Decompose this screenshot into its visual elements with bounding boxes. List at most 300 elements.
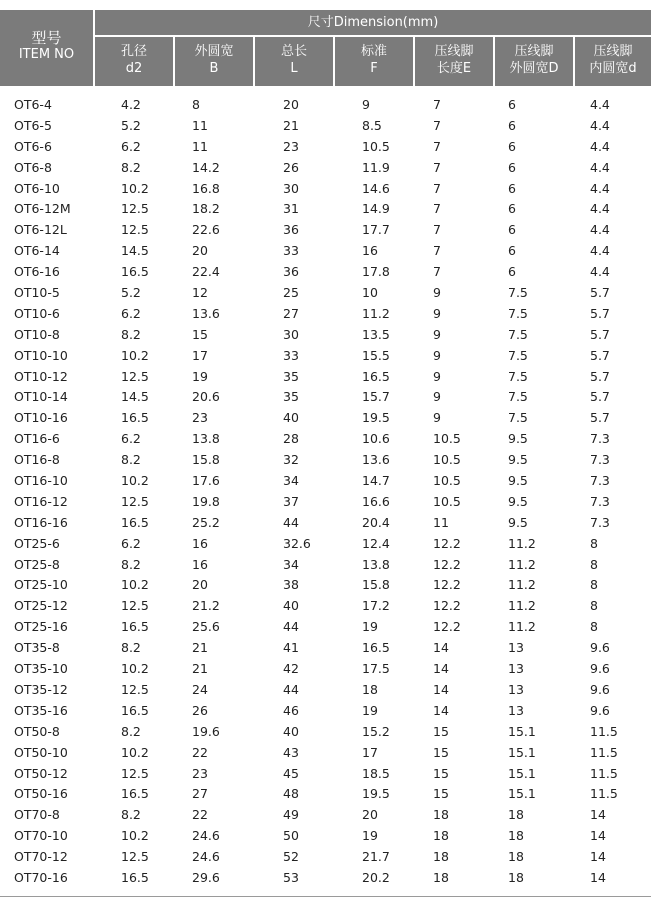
cell-outer-width-b: 13.6 xyxy=(192,305,220,321)
cell-item-no: OT25-8 xyxy=(14,556,60,572)
cell-standard-f: 15.5 xyxy=(362,347,390,363)
cell-crimp-inner-width-d: 7.3 xyxy=(590,473,610,489)
cell-crimp-inner-width-d: 9.6 xyxy=(590,681,610,697)
table-row xyxy=(0,764,651,785)
cell-crimp-outer-width-d: 6 xyxy=(508,264,516,280)
cell-outer-width-b: 15 xyxy=(192,326,208,342)
cell-outer-width-b: 23 xyxy=(192,410,208,426)
cell-total-length-l: 48 xyxy=(283,786,299,802)
cell-crimp-inner-width-d: 7.3 xyxy=(590,493,610,509)
cell-crimp-outer-width-d: 11.2 xyxy=(508,577,536,593)
table-row xyxy=(0,367,651,388)
cell-crimp-length-e: 14 xyxy=(433,702,449,718)
cell-crimp-outer-width-d: 6 xyxy=(508,138,516,154)
cell-hole-diameter-d2: 4.2 xyxy=(121,97,141,112)
cell-crimp-inner-width-d: 7.3 xyxy=(590,431,610,447)
cell-hole-diameter-d2: 14.5 xyxy=(121,243,149,259)
cell-total-length-l: 36 xyxy=(283,264,299,280)
cell-crimp-outer-width-d: 7.5 xyxy=(508,285,528,301)
column-header-crimp-outer-width-d xyxy=(495,37,573,86)
cell-total-length-l: 50 xyxy=(283,828,299,844)
cell-total-length-l: 31 xyxy=(283,201,299,217)
cell-standard-f: 14.6 xyxy=(362,180,390,196)
cell-hole-diameter-d2: 10.2 xyxy=(121,347,149,363)
cell-crimp-outer-width-d: 18 xyxy=(508,869,524,885)
cell-standard-f: 13.5 xyxy=(362,326,390,342)
cell-crimp-outer-width-d: 18 xyxy=(508,849,524,865)
cell-crimp-outer-width-d: 7.5 xyxy=(508,305,528,321)
cell-crimp-outer-width-d: 11.2 xyxy=(508,556,536,572)
cell-standard-f: 20 xyxy=(362,807,378,823)
column-header-cn: 压线脚 xyxy=(593,44,633,59)
cell-crimp-outer-width-d: 7.5 xyxy=(508,347,528,363)
cell-outer-width-b: 17.6 xyxy=(192,473,220,489)
column-header-cn: 压线脚 xyxy=(514,44,554,59)
cell-item-no: OT70-10 xyxy=(14,828,68,844)
cell-outer-width-b: 22.6 xyxy=(192,222,220,238)
table-row xyxy=(0,555,651,576)
cell-item-no: OT6-8 xyxy=(14,159,52,175)
cell-crimp-inner-width-d: 14 xyxy=(590,849,606,865)
cell-hole-diameter-d2: 10.2 xyxy=(121,661,149,677)
cell-total-length-l: 52 xyxy=(283,849,299,865)
cell-item-no: OT6-6 xyxy=(14,138,52,154)
cell-crimp-length-e: 18 xyxy=(433,807,449,823)
cell-item-no: OT50-8 xyxy=(14,723,60,739)
cell-outer-width-b: 16 xyxy=(192,535,208,551)
cell-item-no: OT25-6 xyxy=(14,535,60,551)
cell-item-no: OT16-12 xyxy=(14,493,68,509)
cell-crimp-outer-width-d: 13 xyxy=(508,661,524,677)
column-header-total-length-l xyxy=(255,37,333,86)
cell-crimp-inner-width-d: 4.4 xyxy=(590,138,610,154)
table-row xyxy=(0,847,651,868)
table-row xyxy=(0,262,651,283)
cell-standard-f: 20.4 xyxy=(362,514,390,530)
cell-outer-width-b: 16 xyxy=(192,556,208,572)
cell-outer-width-b: 12 xyxy=(192,285,208,301)
cell-standard-f: 10.6 xyxy=(362,431,390,447)
cell-crimp-length-e: 12.2 xyxy=(433,598,461,614)
cell-crimp-inner-width-d: 8 xyxy=(590,556,598,572)
cell-item-no: OT16-6 xyxy=(14,431,60,447)
cell-crimp-inner-width-d: 11.5 xyxy=(590,723,618,739)
cell-item-no: OT10-6 xyxy=(14,305,60,321)
cell-crimp-outer-width-d: 6 xyxy=(508,201,516,217)
cell-outer-width-b: 11 xyxy=(192,117,208,133)
cell-standard-f: 16.6 xyxy=(362,493,390,509)
table-row xyxy=(0,513,651,534)
cell-outer-width-b: 20 xyxy=(192,577,208,593)
item-label-cn: 型号 xyxy=(31,29,62,47)
cell-item-no: OT10-14 xyxy=(14,389,68,405)
cell-crimp-outer-width-d: 9.5 xyxy=(508,431,528,447)
cell-outer-width-b: 20.6 xyxy=(192,389,220,405)
item-no-header xyxy=(0,10,93,86)
cell-hole-diameter-d2: 8.2 xyxy=(121,640,141,656)
cell-item-no: OT10-16 xyxy=(14,410,68,426)
cell-crimp-inner-width-d: 4.4 xyxy=(590,264,610,280)
cell-total-length-l: 21 xyxy=(283,117,299,133)
cell-crimp-length-e: 15 xyxy=(433,765,449,781)
table-row xyxy=(0,408,651,429)
cell-crimp-inner-width-d: 4.4 xyxy=(590,201,610,217)
cell-crimp-outer-width-d: 7.5 xyxy=(508,326,528,342)
cell-outer-width-b: 11 xyxy=(192,138,208,154)
cell-crimp-outer-width-d: 7.5 xyxy=(508,389,528,405)
cell-crimp-length-e: 12.2 xyxy=(433,619,461,635)
table-row xyxy=(0,471,651,492)
table-row xyxy=(0,492,651,513)
cell-hole-diameter-d2: 16.5 xyxy=(121,869,149,885)
cell-item-no: OT10-10 xyxy=(14,347,68,363)
cell-outer-width-b: 13.8 xyxy=(192,431,220,447)
cell-item-no: OT6-5 xyxy=(14,117,52,133)
cell-outer-width-b: 16.8 xyxy=(192,180,220,196)
cell-item-no: OT70-8 xyxy=(14,807,60,823)
cell-outer-width-b: 17 xyxy=(192,347,208,363)
cell-item-no: OT6-4 xyxy=(14,97,52,112)
cell-item-no: OT6-12M xyxy=(14,201,71,217)
cell-crimp-inner-width-d: 5.7 xyxy=(590,326,610,342)
cell-standard-f: 16.5 xyxy=(362,368,390,384)
cell-standard-f: 19 xyxy=(362,702,378,718)
table-row xyxy=(0,575,651,596)
table-row xyxy=(0,241,651,262)
table-row xyxy=(0,805,651,826)
cell-total-length-l: 44 xyxy=(283,619,299,635)
cell-item-no: OT25-10 xyxy=(14,577,68,593)
cell-crimp-length-e: 9 xyxy=(433,305,441,321)
table-row xyxy=(0,617,651,638)
cell-crimp-inner-width-d: 7.3 xyxy=(590,514,610,530)
cell-crimp-inner-width-d: 5.7 xyxy=(590,347,610,363)
column-header-symbol: L xyxy=(290,61,298,76)
cell-crimp-outer-width-d: 9.5 xyxy=(508,514,528,530)
cell-standard-f: 14.9 xyxy=(362,201,390,217)
table-row xyxy=(0,743,651,764)
table-row xyxy=(0,534,651,555)
cell-total-length-l: 28 xyxy=(283,431,299,447)
cell-hole-diameter-d2: 6.2 xyxy=(121,431,141,447)
cell-outer-width-b: 22 xyxy=(192,744,208,760)
cell-crimp-length-e: 10.5 xyxy=(433,431,461,447)
column-header-cn: 压线脚 xyxy=(434,44,474,59)
cell-crimp-inner-width-d: 9.6 xyxy=(590,640,610,656)
cell-outer-width-b: 19 xyxy=(192,368,208,384)
cell-standard-f: 9 xyxy=(362,97,370,112)
cell-standard-f: 8.5 xyxy=(362,117,382,133)
cell-hole-diameter-d2: 12.5 xyxy=(121,765,149,781)
cell-standard-f: 15.8 xyxy=(362,577,390,593)
cell-crimp-length-e: 7 xyxy=(433,264,441,280)
cell-crimp-outer-width-d: 6 xyxy=(508,243,516,259)
cell-hole-diameter-d2: 16.5 xyxy=(121,786,149,802)
cell-item-no: OT6-14 xyxy=(14,243,60,259)
cell-crimp-outer-width-d: 15.1 xyxy=(508,744,536,760)
cell-crimp-length-e: 18 xyxy=(433,849,449,865)
table-row xyxy=(0,325,651,346)
cell-hole-diameter-d2: 12.5 xyxy=(121,493,149,509)
cell-item-no: OT16-16 xyxy=(14,514,68,530)
cell-hole-diameter-d2: 16.5 xyxy=(121,619,149,635)
table-row xyxy=(0,450,651,471)
cell-item-no: OT16-8 xyxy=(14,452,60,468)
cell-crimp-length-e: 7 xyxy=(433,117,441,133)
cell-outer-width-b: 14.2 xyxy=(192,159,220,175)
cell-crimp-length-e: 12.2 xyxy=(433,577,461,593)
cell-total-length-l: 34 xyxy=(283,556,299,572)
cell-crimp-inner-width-d: 8 xyxy=(590,577,598,593)
cell-hole-diameter-d2: 8.2 xyxy=(121,452,141,468)
cell-hole-diameter-d2: 6.2 xyxy=(121,305,141,321)
table-row xyxy=(0,283,651,304)
cell-hole-diameter-d2: 16.5 xyxy=(121,702,149,718)
cell-outer-width-b: 18.2 xyxy=(192,201,220,217)
cell-crimp-length-e: 14 xyxy=(433,640,449,656)
table-row xyxy=(0,826,651,847)
cell-total-length-l: 53 xyxy=(283,869,299,885)
cell-outer-width-b: 27 xyxy=(192,786,208,802)
column-header-outer-width-b xyxy=(175,37,253,86)
cell-standard-f: 14.7 xyxy=(362,473,390,489)
cell-outer-width-b: 24.6 xyxy=(192,849,220,865)
cell-crimp-inner-width-d: 14 xyxy=(590,828,606,844)
cell-total-length-l: 33 xyxy=(283,347,299,363)
table-row xyxy=(0,95,651,116)
cell-crimp-length-e: 7 xyxy=(433,138,441,154)
cell-hole-diameter-d2: 10.2 xyxy=(121,180,149,196)
cell-outer-width-b: 21 xyxy=(192,661,208,677)
column-header-symbol: B xyxy=(209,61,219,76)
column-header-crimp-length-e xyxy=(415,37,493,86)
cell-hole-diameter-d2: 6.2 xyxy=(121,138,141,154)
dimension-header: 尺寸Dimension(mm) xyxy=(95,10,651,35)
cell-crimp-length-e: 10.5 xyxy=(433,473,461,489)
cell-crimp-length-e: 9 xyxy=(433,410,441,426)
cell-item-no: OT50-10 xyxy=(14,744,68,760)
cell-crimp-inner-width-d: 4.4 xyxy=(590,97,610,112)
table-row xyxy=(0,387,651,408)
cell-total-length-l: 38 xyxy=(283,577,299,593)
cell-crimp-length-e: 11 xyxy=(433,514,449,530)
cell-crimp-outer-width-d: 13 xyxy=(508,640,524,656)
cell-crimp-outer-width-d: 7.5 xyxy=(508,368,528,384)
cell-total-length-l: 23 xyxy=(283,138,299,154)
table-row xyxy=(0,116,651,137)
cell-standard-f: 19 xyxy=(362,619,378,635)
cell-crimp-outer-width-d: 11.2 xyxy=(508,619,536,635)
cell-item-no: OT6-16 xyxy=(14,264,60,280)
cell-crimp-length-e: 9 xyxy=(433,326,441,342)
cell-hole-diameter-d2: 12.5 xyxy=(121,681,149,697)
cell-total-length-l: 27 xyxy=(283,305,299,321)
cell-hole-diameter-d2: 8.2 xyxy=(121,723,141,739)
cell-standard-f: 13.6 xyxy=(362,452,390,468)
cell-total-length-l: 33 xyxy=(283,243,299,259)
column-header-symbol: d2 xyxy=(125,61,143,76)
cell-crimp-outer-width-d: 9.5 xyxy=(508,493,528,509)
cell-crimp-inner-width-d: 5.7 xyxy=(590,410,610,426)
cell-crimp-outer-width-d: 15.1 xyxy=(508,765,536,781)
cell-total-length-l: 26 xyxy=(283,159,299,175)
cell-crimp-outer-width-d: 15.1 xyxy=(508,723,536,739)
table-row xyxy=(0,784,651,805)
column-header-cn: 孔径 xyxy=(120,44,147,59)
cell-hole-diameter-d2: 10.2 xyxy=(121,744,149,760)
cell-crimp-inner-width-d: 8 xyxy=(590,535,598,551)
cell-total-length-l: 41 xyxy=(283,640,299,656)
cell-crimp-inner-width-d: 8 xyxy=(590,619,598,635)
cell-crimp-inner-width-d: 4.4 xyxy=(590,180,610,196)
cell-standard-f: 11.9 xyxy=(362,159,390,175)
cell-item-no: OT35-10 xyxy=(14,661,68,677)
cell-standard-f: 16 xyxy=(362,243,378,259)
cell-crimp-length-e: 14 xyxy=(433,661,449,677)
cell-standard-f: 12.4 xyxy=(362,535,390,551)
cell-total-length-l: 37 xyxy=(283,493,299,509)
cell-item-no: OT10-8 xyxy=(14,326,60,342)
cell-crimp-inner-width-d: 14 xyxy=(590,807,606,823)
cell-crimp-outer-width-d: 6 xyxy=(508,117,516,133)
cell-outer-width-b: 26 xyxy=(192,702,208,718)
table-row xyxy=(0,158,651,179)
cell-crimp-length-e: 15 xyxy=(433,723,449,739)
cell-crimp-length-e: 15 xyxy=(433,744,449,760)
cell-standard-f: 19 xyxy=(362,828,378,844)
cell-item-no: OT10-5 xyxy=(14,285,60,301)
cell-item-no: OT25-12 xyxy=(14,598,68,614)
cell-crimp-inner-width-d: 4.4 xyxy=(590,222,610,238)
table-row xyxy=(0,722,651,743)
cell-crimp-length-e: 18 xyxy=(433,869,449,885)
cell-standard-f: 16.5 xyxy=(362,640,390,656)
cell-item-no: OT35-8 xyxy=(14,640,60,656)
cell-standard-f: 18.5 xyxy=(362,765,390,781)
column-header-hole-diameter-d2 xyxy=(95,37,173,86)
cell-crimp-length-e: 10.5 xyxy=(433,493,461,509)
cell-standard-f: 18 xyxy=(362,681,378,697)
cell-crimp-inner-width-d: 9.6 xyxy=(590,661,610,677)
cell-crimp-inner-width-d: 11.5 xyxy=(590,765,618,781)
cell-standard-f: 17.5 xyxy=(362,661,390,677)
cell-outer-width-b: 22 xyxy=(192,807,208,823)
cell-outer-width-b: 15.8 xyxy=(192,452,220,468)
cell-crimp-length-e: 7 xyxy=(433,180,441,196)
table-bottom-divider xyxy=(0,896,651,897)
cell-total-length-l: 35 xyxy=(283,368,299,384)
table-row xyxy=(0,137,651,158)
cell-crimp-inner-width-d: 11.5 xyxy=(590,744,618,760)
cell-hole-diameter-d2: 10.2 xyxy=(121,473,149,489)
cell-standard-f: 15.2 xyxy=(362,723,390,739)
cell-hole-diameter-d2: 10.2 xyxy=(121,828,149,844)
cell-crimp-length-e: 7 xyxy=(433,201,441,217)
cell-outer-width-b: 29.6 xyxy=(192,869,220,885)
cell-item-no: OT35-16 xyxy=(14,702,68,718)
cell-standard-f: 17.7 xyxy=(362,222,390,238)
table-row xyxy=(0,659,651,680)
cell-outer-width-b: 21 xyxy=(192,640,208,656)
cell-hole-diameter-d2: 8.2 xyxy=(121,326,141,342)
column-header-symbol: 长度E xyxy=(436,61,472,76)
cell-standard-f: 17.2 xyxy=(362,598,390,614)
table-row xyxy=(0,680,651,701)
cell-outer-width-b: 24.6 xyxy=(192,828,220,844)
cell-item-no: OT6-10 xyxy=(14,180,60,196)
cell-hole-diameter-d2: 12.5 xyxy=(121,849,149,865)
cell-crimp-inner-width-d: 5.7 xyxy=(590,368,610,384)
cell-outer-width-b: 25.6 xyxy=(192,619,220,635)
cell-outer-width-b: 19.8 xyxy=(192,493,220,509)
cell-crimp-inner-width-d: 7.3 xyxy=(590,452,610,468)
cell-hole-diameter-d2: 12.5 xyxy=(121,222,149,238)
cell-outer-width-b: 23 xyxy=(192,765,208,781)
cell-crimp-length-e: 10.5 xyxy=(433,452,461,468)
column-header-symbol: F xyxy=(370,61,378,76)
cell-total-length-l: 46 xyxy=(283,702,299,718)
table-body xyxy=(0,95,651,889)
cell-total-length-l: 36 xyxy=(283,222,299,238)
cell-outer-width-b: 21.2 xyxy=(192,598,220,614)
cell-hole-diameter-d2: 6.2 xyxy=(121,535,141,551)
column-header-cn: 外圆宽 xyxy=(194,44,234,59)
table-row xyxy=(0,701,651,722)
cell-crimp-inner-width-d: 9.6 xyxy=(590,702,610,718)
cell-total-length-l: 32.6 xyxy=(283,535,311,551)
cell-crimp-length-e: 9 xyxy=(433,347,441,363)
cell-item-no: OT25-16 xyxy=(14,619,68,635)
cell-total-length-l: 32 xyxy=(283,452,299,468)
table-row xyxy=(0,596,651,617)
column-header-crimp-inner-width-d xyxy=(575,37,651,86)
cell-item-no: OT6-12L xyxy=(14,222,67,238)
cell-item-no: OT50-16 xyxy=(14,786,68,802)
cell-total-length-l: 43 xyxy=(283,744,299,760)
cell-standard-f: 19.5 xyxy=(362,786,390,802)
cell-crimp-length-e: 12.2 xyxy=(433,556,461,572)
cell-crimp-outer-width-d: 13 xyxy=(508,702,524,718)
cell-crimp-outer-width-d: 6 xyxy=(508,180,516,196)
cell-crimp-length-e: 15 xyxy=(433,786,449,802)
cell-standard-f: 21.7 xyxy=(362,849,390,865)
cell-crimp-outer-width-d: 11.2 xyxy=(508,535,536,551)
table-row xyxy=(0,429,651,450)
cell-crimp-inner-width-d: 4.4 xyxy=(590,243,610,259)
cell-total-length-l: 35 xyxy=(283,389,299,405)
cell-total-length-l: 49 xyxy=(283,807,299,823)
cell-crimp-inner-width-d: 11.5 xyxy=(590,786,618,802)
cell-total-length-l: 44 xyxy=(283,681,299,697)
cell-outer-width-b: 8 xyxy=(192,97,200,112)
cell-standard-f: 20.2 xyxy=(362,869,390,885)
table-row xyxy=(0,638,651,659)
cell-crimp-outer-width-d: 9.5 xyxy=(508,452,528,468)
cell-crimp-length-e: 7 xyxy=(433,222,441,238)
cell-crimp-length-e: 12.2 xyxy=(433,535,461,551)
cell-total-length-l: 30 xyxy=(283,180,299,196)
cell-crimp-outer-width-d: 18 xyxy=(508,807,524,823)
cell-crimp-length-e: 9 xyxy=(433,389,441,405)
cell-hole-diameter-d2: 5.2 xyxy=(121,285,141,301)
cell-hole-diameter-d2: 16.5 xyxy=(121,410,149,426)
table-row xyxy=(0,220,651,241)
cell-hole-diameter-d2: 5.2 xyxy=(121,117,141,133)
cell-hole-diameter-d2: 16.5 xyxy=(121,514,149,530)
cell-crimp-inner-width-d: 8 xyxy=(590,598,598,614)
cell-standard-f: 17 xyxy=(362,744,378,760)
cell-standard-f: 19.5 xyxy=(362,410,390,426)
